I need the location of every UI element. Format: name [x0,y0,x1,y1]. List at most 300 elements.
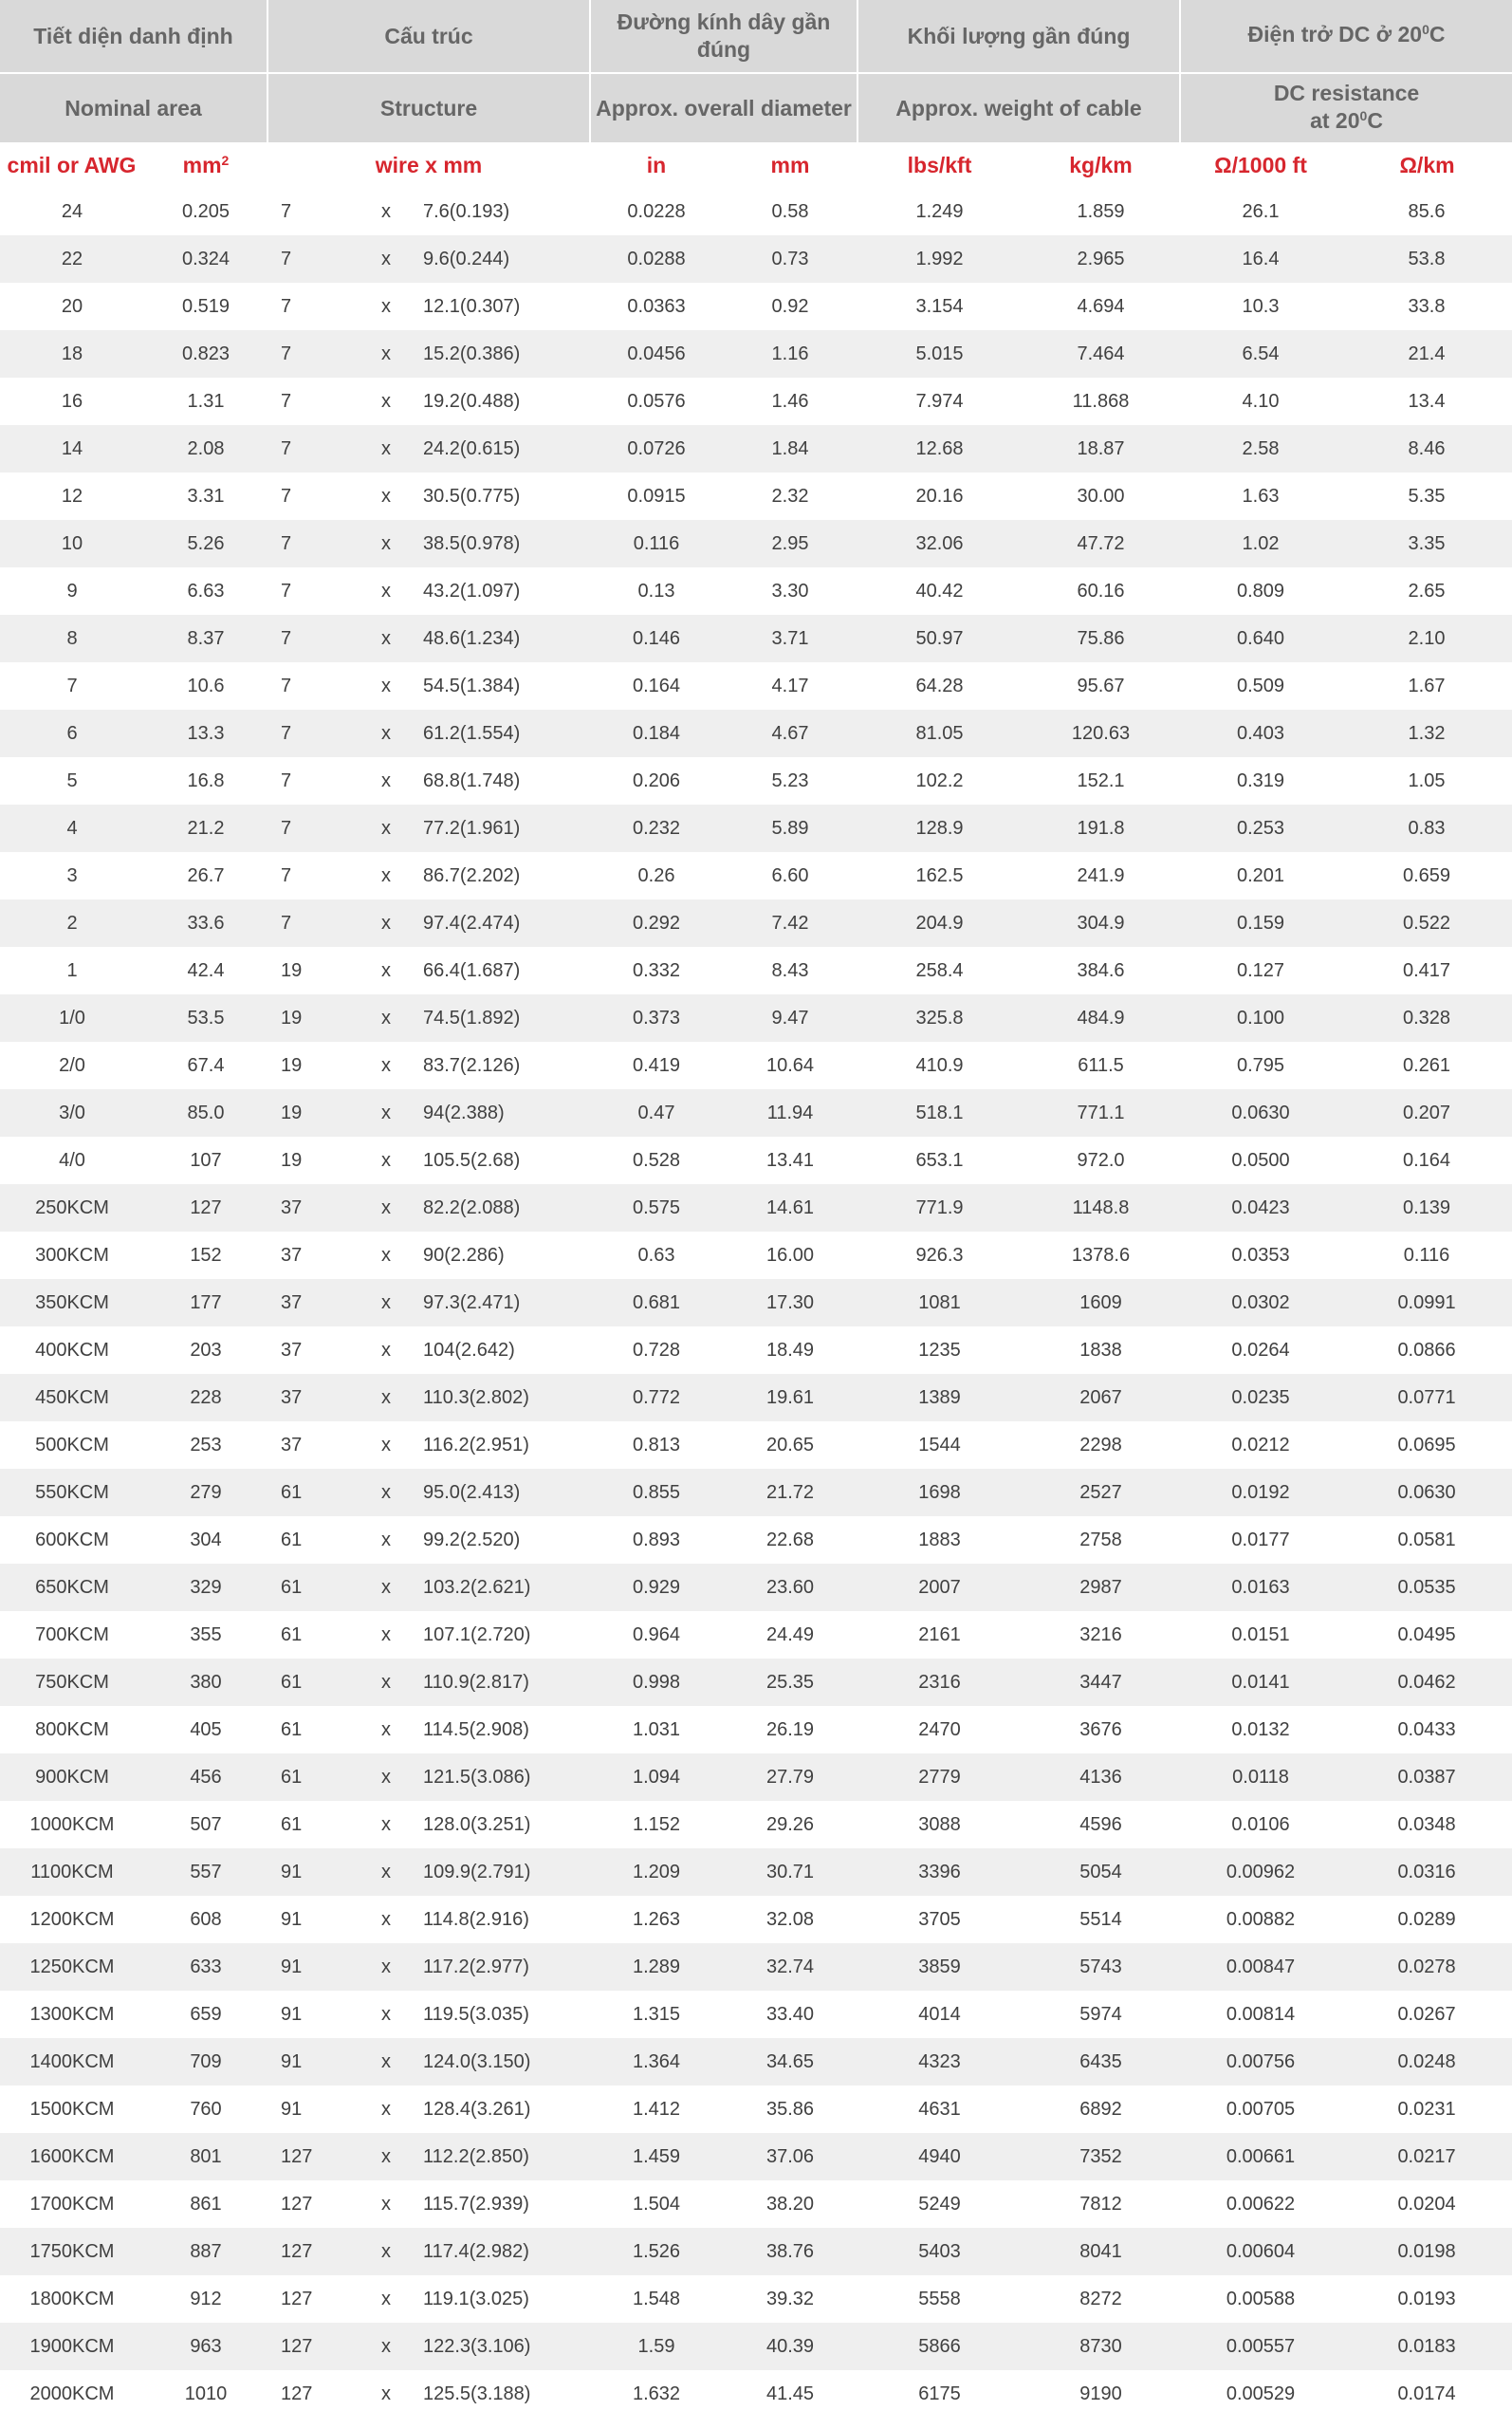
cell-res-ohm-ft: 0.0132 [1180,1706,1341,1753]
cell-weight-kg: 2987 [1022,1564,1180,1611]
cell-times: x [362,2370,410,2418]
cell-awg: 10 [0,520,144,567]
cell-res-ohm-ft: 1.63 [1180,473,1341,520]
cell-res-ohm-km: 21.4 [1341,330,1512,378]
cell-dia-in: 0.813 [590,1421,723,1469]
cell-res-ohm-km: 5.35 [1341,473,1512,520]
cell-wire-dim: 99.2(2.520) [410,1516,590,1564]
cell-dia-in: 1.59 [590,2323,723,2370]
cell-wire-count: 7 [267,567,362,615]
cell-res-ohm-km: 0.164 [1341,1137,1512,1184]
cell-res-ohm-ft: 0.201 [1180,852,1341,899]
cell-awg: 1400KCM [0,2038,144,2086]
cell-awg: 1600KCM [0,2133,144,2180]
cell-weight-lbs: 4014 [857,1991,1022,2038]
cell-area-mm2: 13.3 [144,710,267,757]
cell-wire-count: 37 [267,1184,362,1232]
cell-times: x [362,994,410,1042]
cell-area-mm2: 177 [144,1279,267,1326]
table-row [0,473,1512,520]
cell-wire-dim: 107.1(2.720) [410,1611,590,1659]
cell-res-ohm-ft: 0.127 [1180,947,1341,994]
cell-wire-dim: 77.2(1.961) [410,805,590,852]
cell-res-ohm-km: 85.6 [1341,188,1512,235]
cell-weight-kg: 5974 [1022,1991,1180,2038]
cell-times: x [362,615,410,662]
table-row [0,283,1512,330]
cell-dia-in: 1.526 [590,2228,723,2275]
cell-wire-dim: 117.2(2.977) [410,1943,590,1991]
cell-area-mm2: 6.63 [144,567,267,615]
cell-weight-lbs: 926.3 [857,1232,1022,1279]
cell-res-ohm-ft: 0.0177 [1180,1516,1341,1564]
cell-awg: 1 [0,947,144,994]
cell-weight-kg: 5054 [1022,1848,1180,1896]
cell-wire-dim: 12.1(0.307) [410,283,590,330]
unit-in: in [590,142,723,188]
cell-weight-lbs: 2779 [857,1753,1022,1801]
cell-awg: 12 [0,473,144,520]
cell-res-ohm-ft: 0.0151 [1180,1611,1341,1659]
cell-res-ohm-km: 0.139 [1341,1184,1512,1232]
cell-wire-count: 91 [267,1943,362,1991]
cell-dia-mm: 25.35 [723,1659,857,1706]
cell-res-ohm-km: 0.0771 [1341,1374,1512,1421]
unit-ohm-km: Ω/km [1341,142,1512,188]
cell-awg: 3/0 [0,1089,144,1137]
cell-dia-in: 0.184 [590,710,723,757]
cell-awg: 1800KCM [0,2275,144,2323]
cell-weight-kg: 47.72 [1022,520,1180,567]
cell-awg: 24 [0,188,144,235]
cell-wire-count: 7 [267,188,362,235]
cell-awg: 300KCM [0,1232,144,1279]
cell-dia-mm: 35.86 [723,2086,857,2133]
cell-times: x [362,1326,410,1374]
cell-wire-dim: 82.2(2.088) [410,1184,590,1232]
table-row [0,235,1512,283]
cell-res-ohm-ft: 0.00661 [1180,2133,1341,2180]
cell-awg: 18 [0,330,144,378]
cell-times: x [362,2086,410,2133]
cell-dia-in: 0.964 [590,1611,723,1659]
cell-res-ohm-ft: 0.0163 [1180,1564,1341,1611]
cell-times: x [362,1279,410,1326]
cell-res-ohm-ft: 0.00705 [1180,2086,1341,2133]
cell-dia-mm: 29.26 [723,1801,857,1848]
cell-dia-in: 0.332 [590,947,723,994]
cell-awg: 900KCM [0,1753,144,1801]
cell-dia-mm: 4.17 [723,662,857,710]
cell-wire-dim: 125.5(3.188) [410,2370,590,2418]
cell-res-ohm-ft: 0.253 [1180,805,1341,852]
cell-weight-lbs: 4631 [857,2086,1022,2133]
cell-wire-count: 7 [267,283,362,330]
cell-res-ohm-ft: 4.10 [1180,378,1341,425]
cell-times: x [362,1706,410,1753]
cell-res-ohm-ft: 0.319 [1180,757,1341,805]
cell-res-ohm-ft: 26.1 [1180,188,1341,235]
cell-wire-dim: 74.5(1.892) [410,994,590,1042]
cell-res-ohm-ft: 0.00962 [1180,1848,1341,1896]
cell-dia-mm: 4.67 [723,710,857,757]
table-row [0,520,1512,567]
cell-area-mm2: 963 [144,2323,267,2370]
table-row [0,1042,1512,1089]
cell-dia-in: 0.419 [590,1042,723,1089]
cell-area-mm2: 0.205 [144,188,267,235]
cell-times: x [362,188,410,235]
cell-weight-kg: 1.859 [1022,188,1180,235]
cell-weight-kg: 8041 [1022,2228,1180,2275]
cell-area-mm2: 0.823 [144,330,267,378]
cell-dia-mm: 16.00 [723,1232,857,1279]
cell-times: x [362,1421,410,1469]
cell-times: x [362,1042,410,1089]
table-row [0,567,1512,615]
cell-weight-lbs: 1883 [857,1516,1022,1564]
cell-awg: 450KCM [0,1374,144,1421]
cell-dia-in: 1.031 [590,1706,723,1753]
cell-res-ohm-ft: 6.54 [1180,330,1341,378]
table-row [0,1896,1512,1943]
table-row [0,1659,1512,1706]
cell-dia-mm: 20.65 [723,1421,857,1469]
cell-dia-mm: 7.42 [723,899,857,947]
cell-weight-lbs: 5866 [857,2323,1022,2370]
table-body [0,188,1512,2418]
cell-weight-kg: 972.0 [1022,1137,1180,1184]
cell-wire-dim: 54.5(1.384) [410,662,590,710]
table-row [0,1469,1512,1516]
cell-wire-dim: 15.2(0.386) [410,330,590,378]
cell-res-ohm-ft: 0.0106 [1180,1801,1341,1848]
cell-awg: 350KCM [0,1279,144,1326]
cell-area-mm2: 3.31 [144,473,267,520]
cell-dia-mm: 21.72 [723,1469,857,1516]
cell-weight-lbs: 20.16 [857,473,1022,520]
cell-awg: 14 [0,425,144,473]
table-row [0,2038,1512,2086]
cell-weight-lbs: 1.992 [857,235,1022,283]
cell-dia-mm: 24.49 [723,1611,857,1659]
cell-res-ohm-ft: 0.509 [1180,662,1341,710]
cell-dia-in: 0.232 [590,805,723,852]
cell-weight-kg: 95.67 [1022,662,1180,710]
cell-res-ohm-km: 0.417 [1341,947,1512,994]
cell-res-ohm-ft: 0.00847 [1180,1943,1341,1991]
cell-awg: 1200KCM [0,1896,144,1943]
cell-wire-dim: 97.3(2.471) [410,1279,590,1326]
cell-weight-kg: 7.464 [1022,330,1180,378]
cell-times: x [362,235,410,283]
table-row [0,1279,1512,1326]
cell-res-ohm-km: 0.0991 [1341,1279,1512,1326]
cell-wire-count: 61 [267,1659,362,1706]
cell-wire-dim: 90(2.286) [410,1232,590,1279]
cell-dia-in: 0.528 [590,1137,723,1184]
cell-weight-kg: 7352 [1022,2133,1180,2180]
cell-times: x [362,1943,410,1991]
cell-weight-kg: 1609 [1022,1279,1180,1326]
cell-weight-kg: 3447 [1022,1659,1180,1706]
cell-times: x [362,1137,410,1184]
cell-wire-count: 37 [267,1326,362,1374]
cell-dia-in: 0.13 [590,567,723,615]
cell-area-mm2: 887 [144,2228,267,2275]
cell-area-mm2: 633 [144,1943,267,1991]
cell-dia-in: 0.998 [590,1659,723,1706]
cell-times: x [362,662,410,710]
cell-dia-mm: 1.16 [723,330,857,378]
cell-weight-kg: 1148.8 [1022,1184,1180,1232]
unit-mm2: $mm^2$ [144,142,267,188]
cell-area-mm2: 53.5 [144,994,267,1042]
table-row [0,662,1512,710]
cell-weight-lbs: 2007 [857,1564,1022,1611]
cell-area-mm2: 0.324 [144,235,267,283]
cell-dia-mm: 3.30 [723,567,857,615]
cell-dia-mm: 18.49 [723,1326,857,1374]
cell-wire-dim: 66.4(1.687) [410,947,590,994]
cell-wire-count: 61 [267,1753,362,1801]
cell-area-mm2: 355 [144,1611,267,1659]
header-row-vietnamese [0,0,1512,73]
cell-dia-mm: 14.61 [723,1184,857,1232]
cell-weight-lbs: 128.9 [857,805,1022,852]
cell-area-mm2: 861 [144,2180,267,2228]
table-row [0,2323,1512,2370]
cell-weight-lbs: 7.974 [857,378,1022,425]
cell-weight-lbs: 6175 [857,2370,1022,2418]
table-row [0,757,1512,805]
cell-dia-mm: 2.32 [723,473,857,520]
cell-area-mm2: 1010 [144,2370,267,2418]
cell-res-ohm-km: 2.10 [1341,615,1512,662]
cell-wire-dim: 83.7(2.126) [410,1042,590,1089]
cell-weight-lbs: 162.5 [857,852,1022,899]
cell-dia-in: 0.26 [590,852,723,899]
cell-weight-kg: 8730 [1022,2323,1180,2370]
cell-res-ohm-km: 0.0183 [1341,2323,1512,2370]
cell-wire-count: 7 [267,805,362,852]
cell-wire-dim: 7.6(0.193) [410,188,590,235]
cell-dia-mm: 9.47 [723,994,857,1042]
cell-times: x [362,1991,410,2038]
cell-area-mm2: 203 [144,1326,267,1374]
cell-wire-count: 7 [267,473,362,520]
cell-dia-in: 0.292 [590,899,723,947]
cell-res-ohm-ft: 0.640 [1180,615,1341,662]
cell-area-mm2: 279 [144,1469,267,1516]
header-resistance-en: DC resistance at $20^0C$ [1180,73,1512,142]
cell-area-mm2: 107 [144,1137,267,1184]
cell-awg: 700KCM [0,1611,144,1659]
cell-res-ohm-km: 0.0198 [1341,2228,1512,2275]
cell-weight-kg: 8272 [1022,2275,1180,2323]
cell-res-ohm-km: 0.0193 [1341,2275,1512,2323]
header-row-english [0,73,1512,142]
cell-wire-count: 91 [267,2086,362,2133]
cell-res-ohm-ft: 0.0235 [1180,1374,1341,1421]
cell-dia-in: 1.412 [590,2086,723,2133]
cell-wire-count: 91 [267,1991,362,2038]
cell-awg: 7 [0,662,144,710]
header-diameter-en: Approx. overall diameter [590,73,857,142]
cell-times: x [362,710,410,757]
cell-dia-in: 1.152 [590,1801,723,1848]
cell-times: x [362,520,410,567]
table-row [0,1232,1512,1279]
cell-wire-dim: 43.2(1.097) [410,567,590,615]
cell-res-ohm-ft: 0.0302 [1180,1279,1341,1326]
table-row [0,2275,1512,2323]
cell-res-ohm-ft: 0.0423 [1180,1184,1341,1232]
cell-area-mm2: 5.26 [144,520,267,567]
header-weight-en: Approx. weight of cable [857,73,1180,142]
header-row-units [0,142,1512,188]
cell-dia-in: 0.63 [590,1232,723,1279]
cell-area-mm2: 85.0 [144,1089,267,1137]
cell-res-ohm-ft: 0.00756 [1180,2038,1341,2086]
cell-weight-lbs: 258.4 [857,947,1022,994]
cell-res-ohm-km: 0.0231 [1341,2086,1512,2133]
cell-wire-dim: 97.4(2.474) [410,899,590,947]
cell-dia-mm: 30.71 [723,1848,857,1896]
cell-dia-mm: 27.79 [723,1753,857,1801]
table-row [0,1564,1512,1611]
cell-wire-count: 19 [267,1042,362,1089]
cell-weight-kg: 611.5 [1022,1042,1180,1089]
cell-res-ohm-km: 0.0866 [1341,1326,1512,1374]
cell-times: x [362,567,410,615]
cell-dia-mm: 13.41 [723,1137,857,1184]
cell-wire-count: 61 [267,1516,362,1564]
cell-awg: 1750KCM [0,2228,144,2275]
cell-awg: 4 [0,805,144,852]
cell-res-ohm-km: 0.207 [1341,1089,1512,1137]
cell-awg: 600KCM [0,1516,144,1564]
cell-area-mm2: 2.08 [144,425,267,473]
cell-times: x [362,1801,410,1848]
cell-dia-in: 1.094 [590,1753,723,1801]
cell-res-ohm-ft: 10.3 [1180,283,1341,330]
cell-dia-in: 0.728 [590,1326,723,1374]
cell-wire-count: 127 [267,2323,362,2370]
cell-wire-count: 19 [267,947,362,994]
cell-times: x [362,1848,410,1896]
table-row [0,1801,1512,1848]
cell-times: x [362,1232,410,1279]
cell-weight-lbs: 64.28 [857,662,1022,710]
cell-dia-in: 0.373 [590,994,723,1042]
cell-dia-in: 0.0576 [590,378,723,425]
cell-weight-kg: 6892 [1022,2086,1180,2133]
cell-weight-kg: 60.16 [1022,567,1180,615]
table-row [0,852,1512,899]
cell-dia-mm: 0.92 [723,283,857,330]
cell-dia-mm: 32.74 [723,1943,857,1991]
cell-wire-count: 37 [267,1279,362,1326]
cell-area-mm2: 557 [144,1848,267,1896]
cell-wire-count: 7 [267,425,362,473]
header-resistance-vn: Điện trở DC ở $20^0C$ [1180,0,1512,73]
cell-dia-in: 0.164 [590,662,723,710]
table-row [0,615,1512,662]
cell-res-ohm-ft: 2.58 [1180,425,1341,473]
table-row [0,947,1512,994]
cell-weight-kg: 3676 [1022,1706,1180,1753]
cell-dia-mm: 5.23 [723,757,857,805]
cell-res-ohm-ft: 0.00622 [1180,2180,1341,2228]
cell-res-ohm-km: 0.0289 [1341,1896,1512,1943]
cell-area-mm2: 709 [144,2038,267,2086]
cell-area-mm2: 760 [144,2086,267,2133]
cell-res-ohm-ft: 0.100 [1180,994,1341,1042]
cell-weight-lbs: 771.9 [857,1184,1022,1232]
cell-res-ohm-km: 1.32 [1341,710,1512,757]
cell-wire-dim: 24.2(0.615) [410,425,590,473]
cell-res-ohm-km: 0.0462 [1341,1659,1512,1706]
cell-dia-mm: 2.95 [723,520,857,567]
cell-times: x [362,2275,410,2323]
cell-dia-in: 0.116 [590,520,723,567]
cell-wire-dim: 117.4(2.982) [410,2228,590,2275]
unit-ohm-ft: Ω/1000 ft [1180,142,1341,188]
unit-mm: mm [723,142,857,188]
cell-dia-mm: 0.58 [723,188,857,235]
cell-area-mm2: 380 [144,1659,267,1706]
cell-weight-kg: 241.9 [1022,852,1180,899]
cell-dia-in: 0.681 [590,1279,723,1326]
table-row [0,1421,1512,1469]
cell-wire-count: 127 [267,2133,362,2180]
cell-weight-kg: 4.694 [1022,283,1180,330]
cell-times: x [362,1896,410,1943]
table-row [0,2180,1512,2228]
cell-weight-lbs: 2316 [857,1659,1022,1706]
cell-dia-in: 0.47 [590,1089,723,1137]
cell-weight-kg: 6435 [1022,2038,1180,2086]
cell-weight-lbs: 1698 [857,1469,1022,1516]
cell-dia-in: 1.315 [590,1991,723,2038]
cell-times: x [362,1611,410,1659]
cell-res-ohm-ft: 0.00882 [1180,1896,1341,1943]
cell-awg: 9 [0,567,144,615]
cell-res-ohm-km: 0.0217 [1341,2133,1512,2180]
cell-res-ohm-km: 2.65 [1341,567,1512,615]
cell-dia-mm: 10.64 [723,1042,857,1089]
cell-res-ohm-ft: 0.0192 [1180,1469,1341,1516]
cell-weight-kg: 152.1 [1022,757,1180,805]
cell-res-ohm-ft: 0.159 [1180,899,1341,947]
cell-res-ohm-km: 1.67 [1341,662,1512,710]
cell-weight-kg: 1378.6 [1022,1232,1180,1279]
cell-wire-dim: 121.5(3.086) [410,1753,590,1801]
cell-times: x [362,899,410,947]
cell-dia-mm: 39.32 [723,2275,857,2323]
cell-dia-in: 0.0363 [590,283,723,330]
cell-weight-lbs: 4940 [857,2133,1022,2180]
cell-dia-mm: 26.19 [723,1706,857,1753]
cell-awg: 500KCM [0,1421,144,1469]
cell-dia-in: 0.0726 [590,425,723,473]
cell-wire-count: 127 [267,2228,362,2275]
cell-dia-in: 0.0288 [590,235,723,283]
cell-weight-kg: 30.00 [1022,473,1180,520]
cell-weight-lbs: 5249 [857,2180,1022,2228]
cell-awg: 2 [0,899,144,947]
